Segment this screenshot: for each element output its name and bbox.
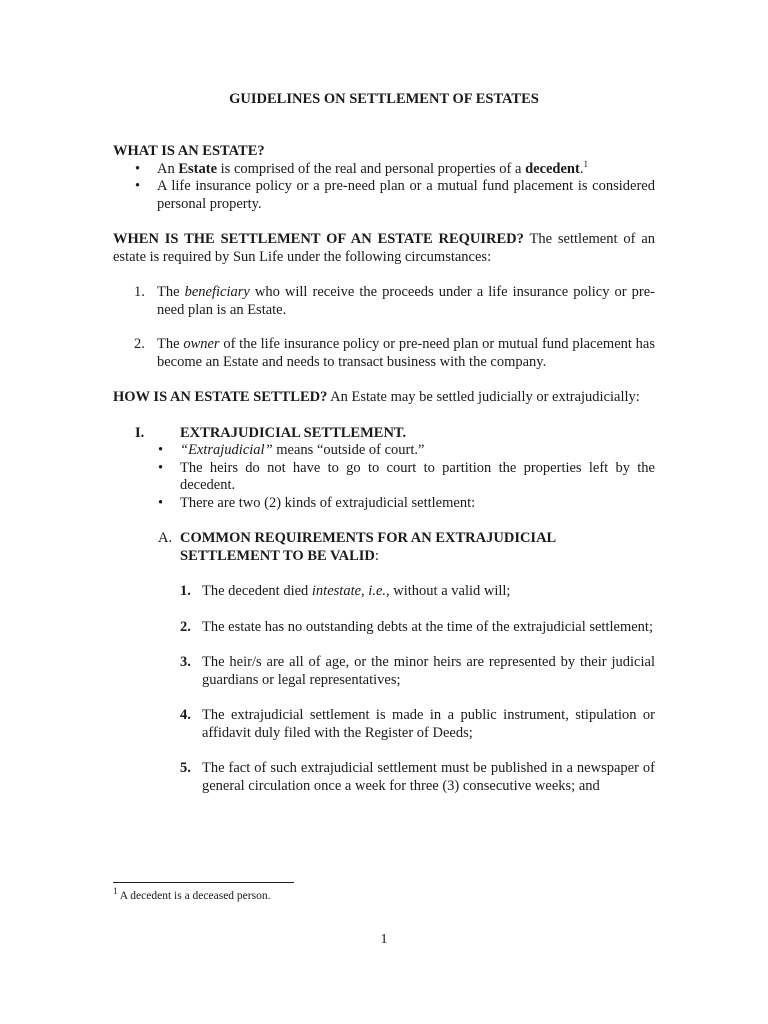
text: The bbox=[157, 336, 184, 352]
requirement-item bbox=[113, 654, 655, 689]
subsection-letter: A. bbox=[158, 530, 173, 546]
item-number: 3. bbox=[180, 654, 191, 670]
requirement-item bbox=[113, 619, 655, 637]
item-number: 1. bbox=[180, 583, 191, 599]
text: An Estate may be settled judicially or extrajudicially: bbox=[327, 389, 640, 405]
term-ie: i.e. bbox=[368, 583, 387, 599]
list-item bbox=[113, 178, 655, 213]
term-intestate: intestate bbox=[311, 583, 362, 599]
footnote-number: 1 bbox=[113, 886, 118, 897]
paragraph-how-settled bbox=[113, 389, 655, 407]
footnote-text: A decedent is a deceased person. bbox=[117, 890, 271, 902]
text: is comprised of the real and personal properties of a bbox=[217, 160, 526, 177]
text: The decedent died bbox=[202, 583, 312, 599]
subsection-title: COMMON REQUIREMENTS FOR AN EXTRAJUDICIAL SETTLEMENT TO BE VALID bbox=[180, 530, 556, 564]
text: The estate has no outstanding debts at the time of the extrajudicial settlement; bbox=[202, 618, 653, 635]
list-item bbox=[113, 158, 655, 179]
paragraph-when-required bbox=[113, 231, 655, 266]
text: The bbox=[157, 284, 185, 300]
section-extrajudicial-heading bbox=[113, 425, 655, 443]
text: A life insurance policy or a pre-need plan or a mutual fund placement is considered personal property. bbox=[157, 178, 655, 212]
requirement-item bbox=[113, 583, 655, 601]
text: The extrajudicial settlement is made in a public instrument, stipulation or affidavit duly filed with the Register of Deeds; bbox=[202, 707, 655, 741]
document-body bbox=[113, 143, 655, 795]
requirement-item bbox=[113, 760, 655, 795]
estate-definition-list bbox=[113, 158, 655, 214]
page-number: 1 bbox=[380, 932, 388, 947]
section-heading-what-is-estate: WHAT IS AN ESTATE? bbox=[113, 143, 265, 159]
list-item bbox=[113, 284, 655, 319]
item-number: 2. bbox=[134, 336, 145, 352]
term-decedent: decedent bbox=[525, 160, 580, 177]
text: The fact of such extrajudicial settlement must be published in a newspaper of general circulation once a week for three (3) consecutive weeks; and bbox=[202, 760, 655, 794]
text: An bbox=[157, 160, 179, 177]
text: , bbox=[361, 583, 369, 599]
text: , without a valid will; bbox=[386, 583, 511, 599]
text: The settlement of an estate is required by Sun Life under the following circumstances: bbox=[113, 231, 655, 265]
text: There are two (2) kinds of extrajudicial settlement: bbox=[180, 494, 476, 511]
list-item bbox=[113, 495, 655, 513]
item-number: 4. bbox=[180, 707, 191, 723]
requirement-item bbox=[113, 707, 655, 742]
circumstances-list bbox=[113, 284, 655, 371]
section-title: EXTRAJUDICIAL SETTLEMENT. bbox=[180, 424, 407, 441]
text: : bbox=[374, 547, 379, 564]
text: . bbox=[579, 160, 584, 177]
page-title: GUIDELINES ON SETTLEMENT OF ESTATES bbox=[229, 91, 539, 107]
section-number: I. bbox=[135, 424, 145, 441]
list-item bbox=[113, 442, 655, 460]
section-heading-when-required: WHEN IS THE SETTLEMENT OF AN ESTATE REQUIRED? bbox=[113, 231, 524, 247]
list-item bbox=[113, 460, 655, 495]
footnote-divider bbox=[113, 882, 294, 883]
list-item bbox=[113, 336, 655, 371]
term-beneficiary: beneficiary bbox=[184, 284, 250, 300]
item-number: 2. bbox=[180, 618, 191, 635]
text: The heir/s are all of age, or the minor heirs are represented by their judicial guardians or legal representatives; bbox=[202, 654, 655, 688]
section-heading-how-settled: HOW IS AN ESTATE SETTLED? bbox=[113, 389, 328, 405]
text: means “outside of court.” bbox=[272, 442, 425, 458]
text: The heirs do not have to go to court to partition the properties left by the decedent. bbox=[180, 459, 655, 493]
term-estate: Estate bbox=[178, 160, 218, 177]
extrajudicial-bullets bbox=[113, 442, 655, 512]
footnote-ref: 1 bbox=[583, 158, 588, 169]
text: who will receive the proceeds under a life insurance policy or pre-need plan is an Estate. bbox=[157, 284, 655, 318]
item-number: 5. bbox=[180, 760, 191, 776]
text: of the life insurance policy or pre-need plan or mutual fund placement has become an Estate and needs to transact business with the company. bbox=[157, 336, 655, 370]
term-owner: owner bbox=[183, 336, 220, 352]
footnote bbox=[113, 888, 270, 906]
item-number: 1. bbox=[134, 284, 145, 300]
term-extrajudicial: “Extrajudicial” bbox=[180, 442, 273, 458]
subsection-common-requirements-heading bbox=[113, 530, 655, 565]
